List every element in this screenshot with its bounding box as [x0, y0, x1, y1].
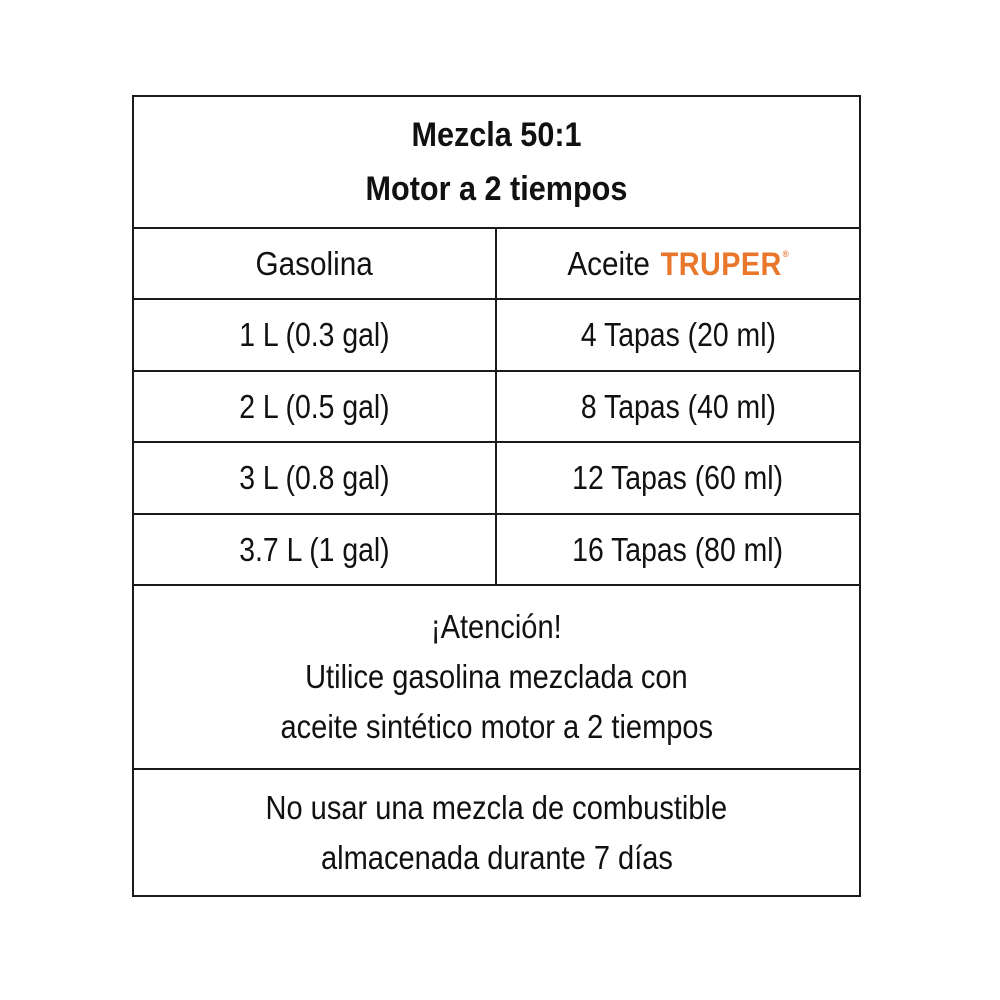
gasoline-amount: 3 L (0.8 gal) — [239, 459, 390, 496]
table-row — [134, 515, 859, 586]
attention-line-2: aceite sintético motor a 2 tiempos — [280, 708, 713, 745]
gasoline-cell — [134, 443, 497, 513]
title-section — [134, 97, 859, 229]
gasoline-amount: 2 L (0.5 gal) — [239, 387, 390, 425]
oil-amount: 12 Tapas (60 ml) — [572, 459, 784, 496]
header-oil: Aceite — [567, 244, 650, 282]
header-gasoline-cell — [134, 229, 497, 298]
oil-amount: 16 Tapas (80 ml) — [572, 530, 784, 568]
gasoline-amount: 1 L (0.3 gal) — [239, 316, 390, 353]
table-row — [134, 300, 859, 372]
attention-heading: ¡Atención! — [431, 608, 562, 645]
title-engine: Motor a 2 tiempos — [365, 170, 628, 208]
header-oil-cell — [497, 229, 859, 298]
title-ratio: Mezcla 50:1 — [411, 116, 582, 154]
header-gasoline: Gasolina — [255, 244, 374, 282]
warning-line-2: almacenada durante 7 días — [320, 838, 673, 876]
warning-section — [134, 770, 859, 895]
gasoline-amount: 3.7 L (1 gal) — [239, 530, 390, 568]
attention-section — [134, 586, 859, 770]
header-oil-label — [567, 245, 789, 283]
oil-cell — [497, 372, 859, 441]
oil-cell — [497, 515, 859, 584]
table-row — [134, 372, 859, 443]
table-row — [134, 443, 859, 515]
header-row — [134, 229, 859, 300]
mix-ratio-table — [132, 95, 861, 897]
gasoline-cell — [134, 372, 497, 441]
gasoline-cell — [134, 300, 497, 370]
attention-line-1: Utilice gasolina mezclada con — [305, 658, 688, 695]
oil-cell — [497, 443, 859, 513]
oil-amount: 8 Tapas (40 ml) — [580, 387, 776, 425]
oil-amount: 4 Tapas (20 ml) — [580, 316, 776, 353]
truper-logo: TRUPER® — [660, 245, 789, 282]
oil-cell — [497, 300, 859, 370]
warning-line-1: No usar una mezcla de combustible — [265, 788, 728, 826]
gasoline-cell — [134, 515, 497, 584]
